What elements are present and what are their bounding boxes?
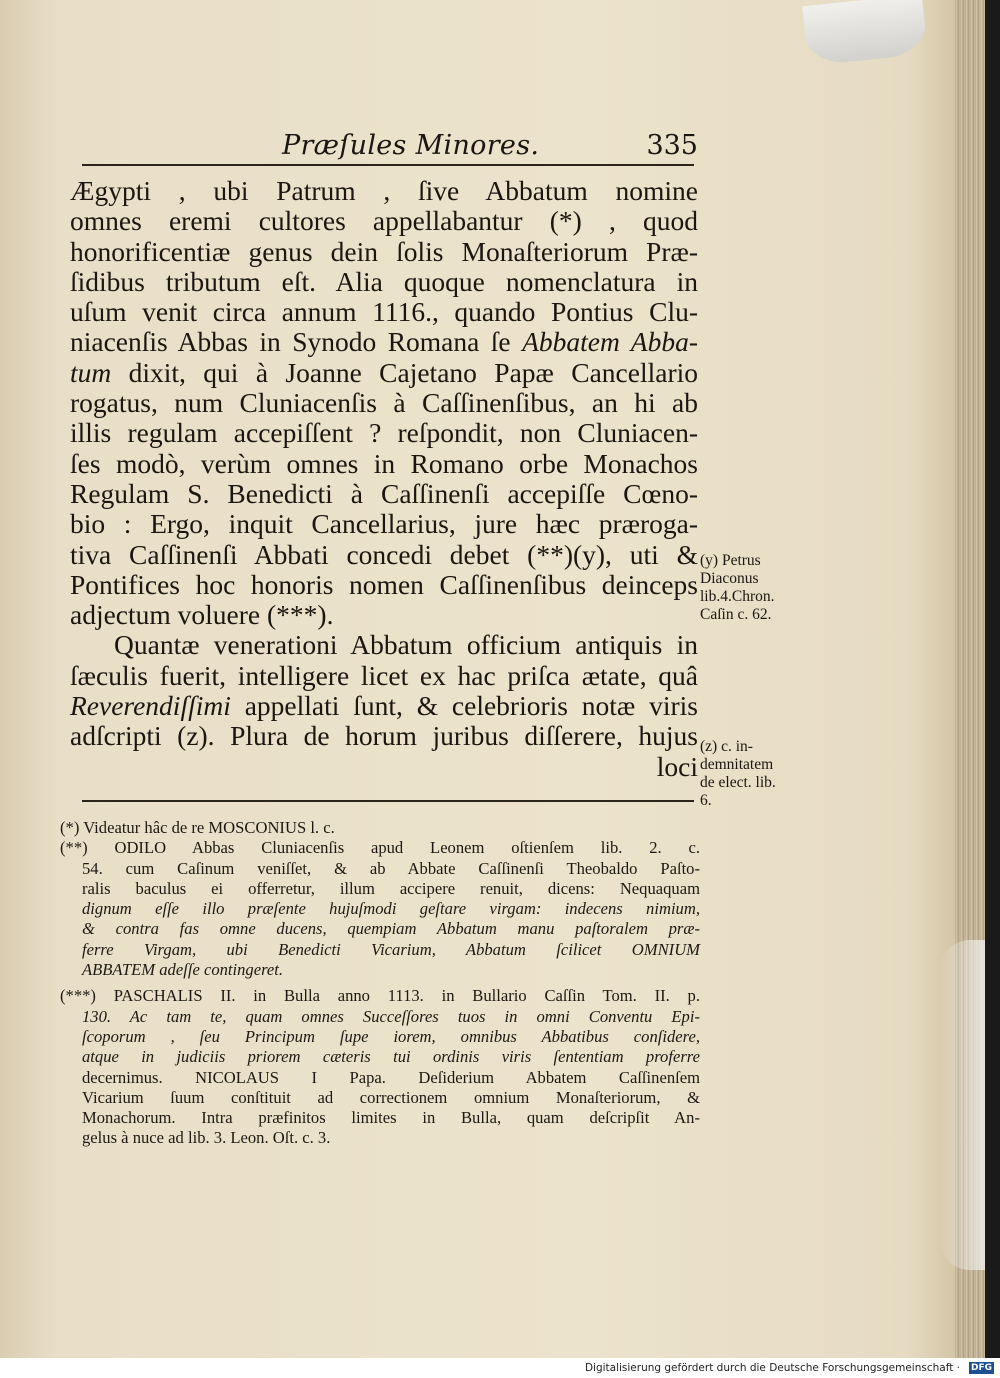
footnote-line: decernimus. NICOLAUS I Papa. Deſiderium Abbatem Caſſinenſem — [82, 1067, 700, 1087]
text-segment: appellati ſunt, & celebrioris notæ viris — [244, 690, 698, 722]
text-line: ſæculis fuerit, intelligere licet ex hac priſca ætate, quâ — [70, 659, 698, 691]
footnote-line: ABBATEM adeſſe contingeret. — [82, 960, 284, 980]
italic-segment: Abbatem Abba- — [522, 326, 699, 358]
page-number: 335 — [646, 130, 698, 161]
footnote-line: ſcoporum , ſeu Principum ſupe iorem, omnibus Abbatibus conſidere, — [82, 1026, 700, 1046]
text-line: ſidibus tributum eſt. Alia quoque nomenclatura in — [70, 265, 698, 297]
text-line: Quantæ venerationi Abbatum officium antiquis in — [114, 629, 698, 661]
text-line — [70, 691, 698, 721]
text-line: tiva Caſſinenſi Abbati concedi debet (**)(y), uti & — [70, 538, 698, 570]
text-line: loci — [656, 750, 698, 782]
margin-note-y — [700, 552, 820, 624]
text-line: ſes modò, verùm omnes in Romano orbe Monachos — [70, 447, 698, 479]
footnote-line: dignum eſſe illo præſente hujuſmodi geſtare virgam: indecens nimium, — [82, 899, 700, 919]
margin-line: (y) Petrus — [700, 552, 761, 569]
running-title: Præſules Minores. — [282, 130, 540, 161]
text-line: rogatus, num Cluniacenſis à Caſſinenſibus, an hi ab — [70, 387, 698, 419]
body-text — [70, 176, 698, 782]
margin-line: (z) c. in- — [700, 738, 753, 755]
footnote-line: Vicarium ſuum conſtituit ad correctionem omnium Monaſteriorum, & — [82, 1087, 700, 1107]
footnote-line: 54. cum Caſinum veniſſet, & ab Abbate Caſſinenſi Theobaldo Paſto- — [82, 858, 700, 878]
margin-line: Diaconus — [700, 570, 759, 587]
footnote-line: (***) PASCHALIS II. in Bulla anno 1113. in Bullario Caſſin Tom. II. p. — [60, 986, 700, 1006]
footnote-line: ralis baculus ei offerretur, illum accipere renuit, dicens: Nequaquam — [82, 878, 700, 898]
text-line: Ægypti , ubi Patrum , ſive Abbatum nomine — [70, 175, 698, 206]
text-line: bio : Ergo, inquit Cancellarius, jure hæc præroga- — [70, 508, 698, 540]
text-line: illis regulam accepiſſent ? reſpondit, non Cluniacen- — [70, 417, 698, 449]
text-segment: dixit, qui à Joanne Cajetano Papæ Cancellario — [111, 356, 698, 388]
margin-line: demnitatem — [700, 756, 774, 773]
page-clip — [802, 0, 928, 66]
text-segment: niacenſis Abbas in Synodo Romana ſe — [70, 326, 511, 358]
text-line: honorificentiæ genus dein ſolis Monaſteriorum Præ- — [70, 235, 698, 267]
text-line: Pontifices hoc honoris nomen Caſſinenſibus deinceps — [70, 568, 698, 600]
footnotes — [60, 818, 700, 1149]
funding-credit: Digitalisierung gefördert durch die Deutsche Forschungsgemeinschaft · — [584, 1362, 960, 1374]
footnote-line: 130. Ac tam te, quam omnes Succeſſores tuos in omni Conventu Epi- — [82, 1006, 700, 1026]
text-line: omnes eremi cultores appellabantur (*) , quod — [70, 205, 698, 237]
text-line — [70, 358, 698, 388]
footnote-line: (**) ODILO Abbas Cluniacenſis apud Leonem oſtienſem lib. 2. c. — [60, 838, 700, 858]
header-rule — [82, 164, 694, 166]
text-line — [70, 327, 698, 357]
italic-segment: tum — [70, 356, 112, 388]
margin-line: Caſin c. 62. — [700, 606, 772, 623]
text-line: uſum venit circa annum 1116., quando Pontius Clu- — [70, 296, 698, 328]
footnote-line: gelus à nuce ad lib. 3. Leon. Oſt. c. 3. — [82, 1128, 331, 1148]
dfg-logo: DFG — [970, 1363, 992, 1373]
footnote-line: ferre Virgam, ubi Benedicti Vicarium, Abbatum ſcilicet OMNIUM — [82, 939, 700, 959]
footnote-rule — [82, 800, 694, 802]
margin-note-z — [700, 738, 820, 810]
digitization-footer — [0, 1358, 1000, 1378]
footnote-line: (*) Videatur hâc de re MOSCONIUS l. c. — [60, 818, 335, 837]
text-line: adjectum voluere (***). — [70, 599, 334, 631]
text-line: adſcripti (z). Plura de horum juribus diſſerere, hujus — [70, 720, 698, 752]
italic-segment: Reverendiſſimi — [70, 690, 231, 722]
footnote-line: & contra fas omne ducens, quempiam Abbatum manu paſtoralem præ- — [82, 919, 700, 939]
footnote-line: atque in judiciis priorem cæteris tui ordinis viris ſententiam proferre — [82, 1047, 700, 1067]
footnote-line: Monachorum. Intra præfinitos limites in Bulla, quam deſcripſit An- — [82, 1108, 700, 1128]
margin-line: de elect. lib. — [700, 774, 776, 791]
page-clip-lower — [940, 940, 985, 1270]
margin-line: 6. — [700, 792, 712, 809]
text-line: Regulam S. Benedicti à Caſſinenſi accepiſſe Cœno- — [70, 477, 698, 509]
margin-line: lib.4.Chron. — [700, 588, 775, 605]
